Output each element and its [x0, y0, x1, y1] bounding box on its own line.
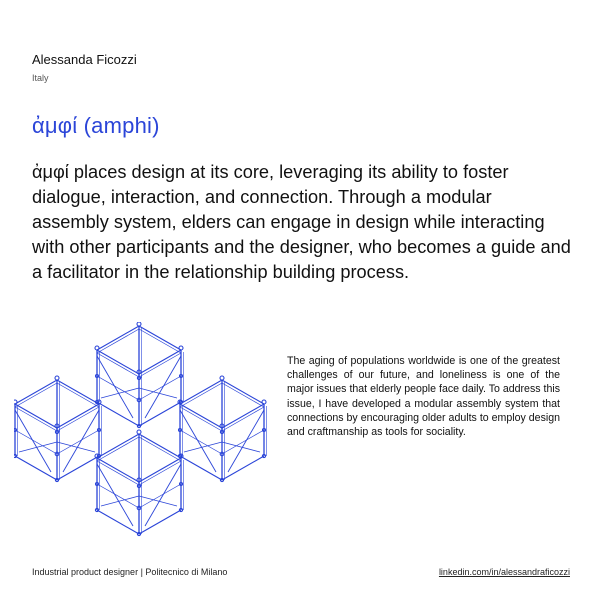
- lead-paragraph: ἀμφί places design at its core, leveraging its ability to foster dialogue, interaction, and connection. Through a modular assembly system, elders can engage in design while interacting with other participants and the designer, who becomes a guide and a facilitator in the relationship building process.: [32, 162, 571, 282]
- author-name: Alessanda Ficozzi: [32, 52, 137, 67]
- linkedin-link[interactable]: linkedin.com/in/alessandraficozzi: [438, 567, 570, 577]
- footer-credit: Industrial product designer | Politecnico di Milano: [32, 567, 228, 577]
- project-title: ἀμφί (amphi): [32, 113, 160, 138]
- modular-assembly-structure-icon: [14, 322, 274, 550]
- author-country: Italy: [32, 73, 49, 83]
- project-description: The aging of populations worldwide is one of the greatest challenges of our future, and loneliness is one of the major issues that elderly people face daily. To address this issue, I have developed a modular assembly system that connections by encouraging older adults to employ design and craftmanship as tools for sociality.: [287, 355, 560, 439]
